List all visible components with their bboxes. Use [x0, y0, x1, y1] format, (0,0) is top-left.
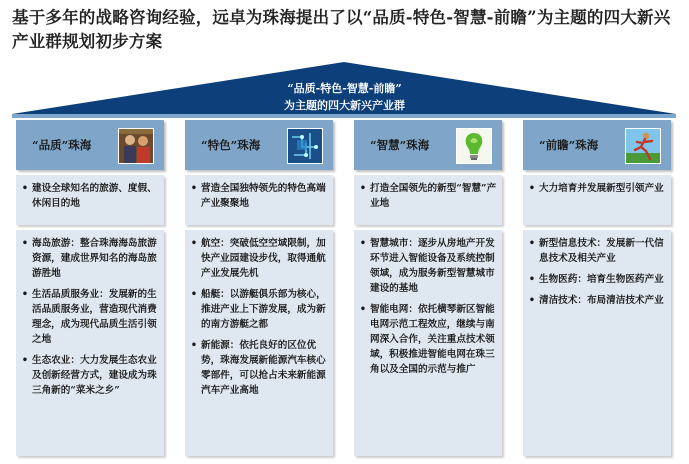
bullet-icon: • [359, 238, 367, 249]
list-item: • 大力培育并发展新型引领产业 [525, 181, 667, 196]
people-photo-icon [118, 128, 154, 164]
pillar-goal-box [16, 175, 164, 225]
list-item: • 新型信息技术：发展新一代信息技术及相关产业 [525, 236, 667, 266]
bullet-icon: • [190, 340, 198, 351]
bullet-icon: • [21, 183, 29, 194]
list-item: • 智能电网：依托横琴新区智能电网示范工程效应，继续与南网深入合作，关注重点技术领域，积极推进智能电网在珠三角以及全国的示范与推广 [356, 302, 498, 377]
bullet-icon: • [21, 355, 29, 366]
bullet-icon: • [528, 295, 536, 306]
list-item: • 航空：突破低空空域限制，加快产业园建设步伐，取得通航产业发展先机 [187, 236, 329, 281]
pillar-detail-box [185, 230, 333, 456]
pillar-smart [354, 120, 502, 456]
list-item: • 生物医药：培育生物医药产业 [525, 272, 667, 287]
pillar-feature [185, 120, 333, 456]
pillar-header [354, 120, 502, 170]
pillar-detail-box [354, 230, 502, 456]
list-item: • 生态农业：大力发展生态农业及创新经营方式，建设成为珠三角新的“菜米之乡” [18, 353, 160, 398]
roof-title-line1: “品质-特色-智慧-前瞻” [287, 82, 402, 95]
list-item: • 船艇：以游艇俱乐部为核心，推进产业上下游发展，成为新的南方游艇之都 [187, 287, 329, 332]
pillar-name: “前瞻”珠海 [539, 138, 599, 152]
bullet-icon: • [528, 183, 536, 194]
pillar-header [16, 120, 164, 170]
list-item: • 营造全国独特领先的特色高端产业聚聚地 [187, 181, 329, 211]
list-item: • 打造全国领先的新型“智慧”产业地 [356, 181, 498, 211]
pillar-goal-box [523, 175, 671, 225]
roof-title-line2: 为主题的四大新兴产业群 [284, 99, 405, 112]
page-title: 基于多年的战略咨询经验，远卓为珠海提出了以“品质-特色-智慧-前瞻”为主题的四大新兴产业群规划初步方案 [12, 8, 671, 51]
runner-icon [625, 128, 661, 164]
list-item: • 建设全球知名的旅游、度假、休闲目的地 [18, 181, 160, 211]
pillar-quality [16, 120, 164, 456]
pillar-header [523, 120, 671, 170]
pillar-name: “品质”珠海 [32, 138, 92, 152]
pillar-goal-box [354, 175, 502, 225]
pillar-goal-box [185, 175, 333, 225]
bullet-icon: • [190, 183, 198, 194]
list-item: • 海岛旅游：整合珠海海岛旅游资源，建成世界知名的海岛旅游胜地 [18, 236, 160, 281]
bullet-icon: • [21, 289, 29, 300]
bullet-icon: • [190, 238, 198, 249]
bullet-icon: • [359, 304, 367, 315]
pillar-name: “特色”珠海 [201, 138, 261, 152]
pillar-detail-box [16, 230, 164, 456]
bullet-icon: • [190, 289, 198, 300]
pillar-detail-box [523, 230, 671, 456]
bullet-icon: • [528, 274, 536, 285]
pillar-name: “智慧”珠海 [370, 138, 430, 152]
list-item: • 生活品质服务业：发展新的生活品质服务业，营造现代消费理念，成为现代品质生活引领之地 [18, 287, 160, 347]
bullet-icon: • [528, 238, 536, 249]
green-bulb-icon [456, 128, 492, 164]
list-item: • 新能源：依托良好的区位优势，珠海发展新能源汽车核心零部件，可以抢占未来新能源汽车产业高地 [187, 338, 329, 398]
pillar-forward [523, 120, 671, 456]
bullet-icon: • [359, 183, 367, 194]
bullet-icon: • [21, 238, 29, 249]
list-item: • 智慧城市：逐步从房地产开发环节进入智能设备及系统控制领域，成为服务新型智慧城市建设的基地 [356, 236, 498, 296]
pillar-header [185, 120, 333, 170]
list-item: • 清洁技术：布局清洁技术产业 [525, 293, 667, 308]
circuit-tech-icon [287, 128, 323, 164]
